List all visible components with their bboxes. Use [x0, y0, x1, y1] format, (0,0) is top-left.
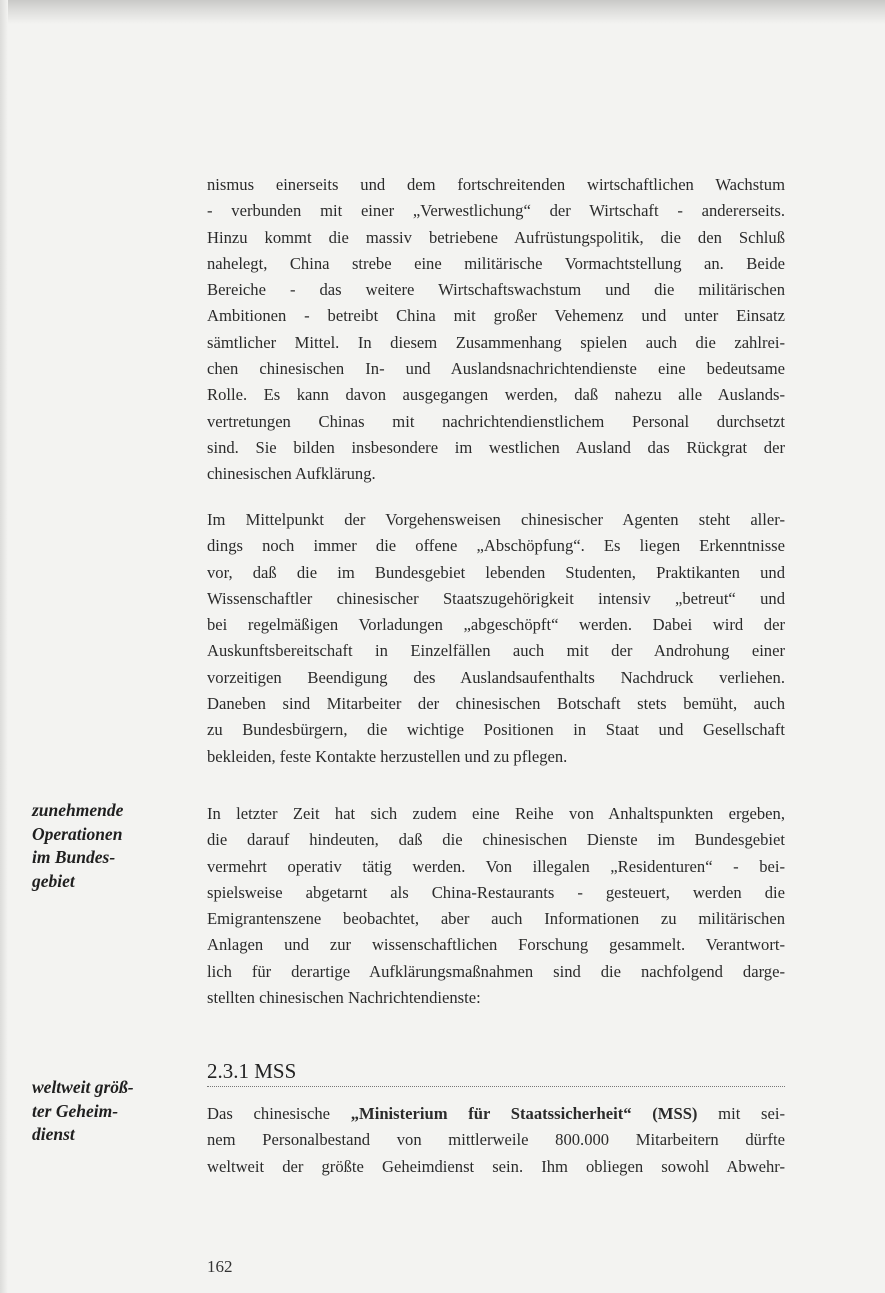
text-line: chinesischen Aufklärung.	[207, 464, 376, 484]
text-line: sind. Sie bilden insbesondere im westlichen Ausland das Rückgrat der	[207, 437, 785, 457]
text-line: vor, daß die im Bundesgebiet lebenden Studenten, Praktikanten und	[207, 562, 785, 582]
margin-note-line: zunehmende	[32, 800, 124, 820]
text-fragment: mit sei-	[697, 1104, 785, 1123]
text-line: lich für derartige Aufklärungsmaßnahmen sind die nachfolgend darge-	[207, 961, 785, 981]
text-line: nem Personalbestand von mittlerweile 800.000 Mitarbeitern dürfte	[207, 1130, 785, 1150]
margin-note-largest-service	[32, 1076, 182, 1147]
margin-note-line: ter Geheim-	[32, 1100, 119, 1121]
ministry-name: „Ministerium für Staatssicherheit“ (MSS)	[350, 1104, 698, 1123]
text-line: vertretungen Chinas mit nachrichtendienstlichem Personal durchsetzt	[207, 411, 785, 431]
paragraph-1	[207, 172, 785, 488]
paragraph-4	[207, 1101, 785, 1180]
text-line: Anlagen und zur wissenschaftlichen Forschung gesammelt. Verantwort-	[207, 935, 785, 955]
text-line: vermehrt operativ tätig werden. Von illegalen „Residenturen“ - bei-	[207, 856, 785, 876]
text-line	[207, 1101, 785, 1127]
text-line: zu Bundesbürgern, die wichtige Positionen in Staat und Gesellschaft	[207, 720, 785, 740]
scan-shadow-left	[0, 0, 8, 1293]
text-line: Emigrantenszene beobachtet, aber auch Informationen zu militärischen	[207, 909, 785, 929]
text-line: Bereiche - das weitere Wirtschaftswachstum und die militärischen	[207, 280, 785, 300]
margin-note-line: gebiet	[32, 870, 75, 891]
text-line: Auskunftsbereitschaft in Einzelfällen auch mit der Androhung einer	[207, 641, 785, 661]
text-line: chen chinesischen In- und Auslandsnachrichtendienste eine bedeutsame	[207, 359, 785, 379]
margin-note-line: weltweit größ-	[32, 1077, 134, 1097]
text-line: bei regelmäßigen Vorladungen „abgeschöpft“ werden. Dabei wird der	[207, 615, 785, 635]
margin-note-line: im Bundes-	[32, 847, 116, 867]
text-line: spielsweise abgetarnt als China-Restaurants - gesteuert, werden die	[207, 882, 785, 902]
text-line: dings noch immer die offene „Abschöpfung“. Es liegen Erkenntnisse	[207, 536, 785, 556]
text-line: Hinzu kommt die massiv betriebene Aufrüstungspolitik, die den Schluß	[207, 227, 785, 247]
page-number: 162	[207, 1257, 233, 1276]
section-heading: 2.3.1 MSS	[207, 1058, 785, 1087]
text-line: - verbunden mit einer „Verwestlichung“ der Wirtschaft - andererseits.	[207, 201, 785, 221]
text-line: nismus einerseits und dem fortschreitenden wirtschaftlichen Wachstum	[207, 175, 785, 194]
text-fragment: Das chinesische	[207, 1104, 351, 1123]
text-line: Im Mittelpunkt der Vorgehensweisen chinesischer Agenten steht aller-	[207, 510, 785, 529]
text-line: bekleiden, feste Kontakte herzustellen und zu pflegen.	[207, 746, 568, 766]
text-line: Rolle. Es kann davon ausgegangen werden, daß nahezu alle Auslands-	[207, 385, 785, 405]
scan-shadow-top	[0, 0, 885, 24]
margin-note-operations	[32, 799, 182, 893]
margin-note-line: dienst	[32, 1124, 75, 1144]
margin-note-line: Operationen	[32, 823, 123, 844]
text-line: Ambitionen - betreibt China mit großer Vehemenz und unter Einsatz	[207, 306, 785, 326]
text-line: nahelegt, China strebe eine militärische Vormachtstellung an. Beide	[207, 253, 785, 273]
text-line: weltweit der größte Geheimdienst sein. Ihm obliegen sowohl Abwehr-	[207, 1156, 785, 1176]
text-line: Wissenschaftler chinesischer Staatszugehörigkeit intensiv „betreut“ und	[207, 588, 785, 608]
paragraph-2	[207, 507, 785, 770]
text-line: vorzeitigen Beendigung des Auslandsaufenthalts Nachdruck verliehen.	[207, 667, 785, 687]
text-line: sämtlicher Mittel. In diesem Zusammenhang spielen auch die zahlrei-	[207, 332, 785, 352]
text-line: In letzter Zeit hat sich zudem eine Reihe von Anhaltspunkten ergeben,	[207, 804, 785, 823]
paragraph-3	[207, 801, 785, 1011]
text-line: die darauf hindeuten, daß die chinesischen Dienste im Bundesgebiet	[207, 830, 785, 850]
text-line: Daneben sind Mitarbeiter der chinesischen Botschaft stets bemüht, auch	[207, 694, 785, 714]
text-line: stellten chinesischen Nachrichtendienste:	[207, 988, 481, 1008]
